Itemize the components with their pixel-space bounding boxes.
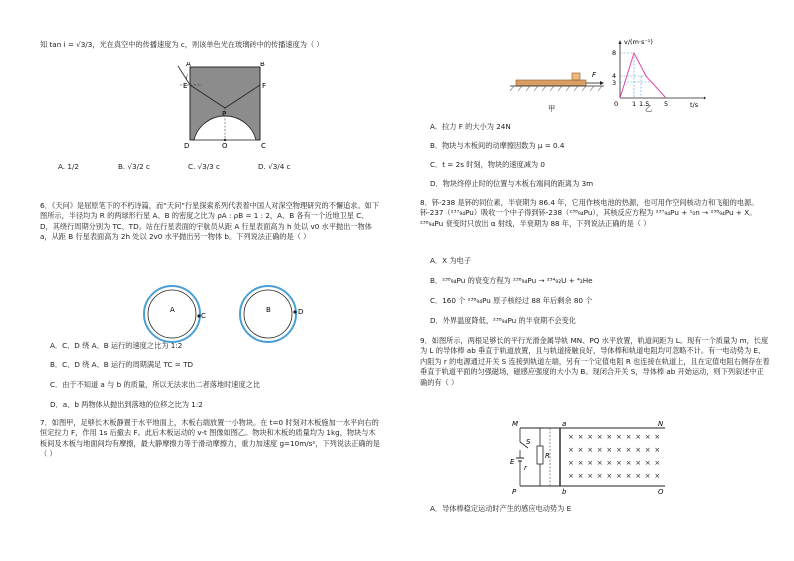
field-cross: × — [577, 433, 584, 441]
field-cross: × — [654, 446, 661, 454]
label-O: O — [222, 142, 228, 150]
q8-option-a[interactable]: A．X 为电子 — [430, 256, 471, 265]
field-cross: × — [616, 459, 622, 467]
label-b: b — [562, 488, 567, 494]
glass-prism-figure — [172, 62, 276, 150]
label-Q: Q — [658, 488, 664, 494]
board-velocity-line — [620, 53, 666, 98]
q8-option-c[interactable]: C．160 个 ²³⁸₉₄Pu 原子核经过 88 年后剩余 80 个 — [430, 296, 593, 305]
field-cross: × — [625, 459, 632, 467]
field-cross: × — [596, 446, 603, 454]
q9-question-text: 9．如图所示，两根足够长的平行光滑金属导轨 MN、PQ 水平放置，轨道间距为 L。现有一个质量为 m，长度为 L 的导体棒 ab 垂直于轨道放置，且与轨道接触良好，导体棒和轨道电阻均可忽略不计。有一电动势为 E、内阻为 r 的电源通过开关 S 连接到轨道左端，另有一个定值电阻 R 也连接在轨道上，且在定值电阻右侧存在着垂直于轨道平面的匀强磁场，磁感应强度的大小为 B。现闭合开关 S，导体棒 ab 开始运动，则下列叙述中正确的有（ ） — [420, 336, 770, 387]
ytick-8: 8 — [612, 49, 617, 57]
field-cross: × — [616, 433, 622, 441]
field-cross: × — [635, 446, 642, 454]
q6-option-b[interactable]: B．C、D 绕 A、B 运行的周期满足 TC = TD — [50, 360, 194, 369]
q6-option-d[interactable]: D．a、b 两物体从抛出到落地的位移之比为 1:2 — [50, 400, 203, 409]
label-C: C — [261, 142, 266, 150]
q5-option-d[interactable]: D. √3/4 c — [258, 162, 291, 171]
field-cross: × — [577, 472, 584, 480]
label-F: F — [262, 82, 267, 90]
field-cross: × — [644, 433, 651, 441]
figure-jia-caption: 甲 — [548, 104, 556, 113]
field-cross: × — [644, 472, 651, 480]
q7-option-b[interactable]: B．物块与木板间的动摩擦因数为 μ = 0.4 — [430, 141, 565, 150]
q8-option-d[interactable]: D．外界温度降低，²³⁸₉₄Pu 的半衰期不会变化 — [430, 316, 576, 325]
board-on-ground-figure — [510, 64, 604, 106]
planet-B-label: B — [266, 306, 271, 314]
q5-option-c[interactable]: C. √3/3 c — [188, 162, 220, 171]
force-F-label: F — [592, 71, 597, 79]
field-cross: × — [625, 472, 632, 480]
board — [516, 80, 586, 86]
label-i: i — [186, 74, 188, 81]
block — [572, 73, 580, 80]
q9-option-a[interactable]: A．导体棒稳定运动时产生的感应电动势为 E — [430, 504, 572, 513]
figure-yi-caption: 乙 — [645, 104, 653, 113]
magnetic-field-crosses — [568, 433, 660, 480]
label-E: E — [183, 82, 188, 90]
field-cross: × — [587, 446, 594, 454]
satellite-D-label: D — [298, 308, 304, 316]
field-cross: × — [625, 433, 632, 441]
field-cross: × — [577, 459, 584, 467]
label-A: A — [186, 62, 191, 68]
resistor-R — [537, 446, 543, 464]
q5-option-a[interactable]: A. 1/2 — [58, 162, 79, 171]
xtick-1-5: 1.5 — [639, 100, 650, 108]
label-S: S — [526, 438, 531, 446]
label-R: R — [545, 452, 550, 460]
q6-question-text: 6．《天问》是屈原笔下的不朽诗篇，而“天问”行星探索系列代表着中国人对深空物理研究的不懈追求。如下图所示，半径均为 R 的两球形行星 A、B 的密度之比为 ρA : ρB = 1 : 2，A、B 各有一个近地卫星 C、D，其绕行周期分别为 TC、TD。站在行星表面的宇航员从距 A 行星表面高为 h 处以 v0 水平抛出一物体 a，从距 B 行星表面高为 2h 处以 2v0 水平抛出另一物体 b。下列说法正确的是（ ） — [40, 201, 380, 242]
field-cross: × — [654, 472, 661, 480]
xtick-0: 0 — [614, 100, 619, 108]
q7-option-a[interactable]: A．拉力 F 的大小为 24N — [430, 122, 511, 131]
label-P: P — [512, 488, 517, 494]
circuit-figure — [510, 418, 670, 494]
q6-option-a[interactable]: A．C、D 绕 A、B 运行的速度之比为 1:2 — [50, 341, 183, 350]
ytick-4: 4 — [612, 72, 617, 80]
label-M: M — [512, 420, 519, 428]
field-cross: × — [616, 446, 622, 454]
field-cross: × — [606, 459, 613, 467]
q7-question-text: 7．如图甲，足够长木板静置于水平地面上，木板右端放置一小物块。在 t=0 时刻对木板施加一水平向右的恒定拉力 F，作用 1s 后撤去 F。此后木板运动的 v-t 图像如图乙。物块和木板的质量均为 1kg，物块与木板间及木板与地面间均有摩擦，最大静摩擦力等于滑动摩擦力，重力加速度 g=10m/s²，下列说法正确的是（ ） — [40, 418, 380, 459]
field-cross: × — [635, 472, 642, 480]
label-D: D — [184, 142, 190, 150]
planet-A-label: A — [170, 306, 175, 314]
q7-option-c[interactable]: C．t = 2s 时刻，物块的速度减为 0 — [430, 160, 545, 169]
field-cross: × — [587, 433, 594, 441]
t-axis-label: t/s — [690, 101, 699, 108]
q6-option-c[interactable]: C．由于不知道 a 与 b 的质量，所以无法求出二者落地时速度之比 — [50, 380, 261, 389]
label-a: a — [562, 420, 567, 428]
label-P: P — [222, 110, 227, 118]
field-cross: × — [577, 446, 584, 454]
field-cross: × — [635, 459, 642, 467]
q7-option-d[interactable]: D．物块终停止时的位置与木板右端间的距离为 3m — [430, 179, 594, 188]
field-cross: × — [568, 433, 574, 441]
field-cross: × — [587, 472, 594, 480]
field-cross: × — [606, 472, 613, 480]
label-N: N — [658, 420, 664, 428]
q8-question-text: 8．钚-238 是钚的同位素，半衰期为 86.4 年，它用作核电池的热源，也可用作空间核动力和飞船的电源。钚-237（²³⁷₉₄Pu）吸收一个中子得到钚-238（²³⁸₉₄Pu），其核反应方程为 ²³⁷₉₄Pu + ¹₀n → ²³⁸₉₄Pu + X。²³⁸₉₄Pu 衰变时只放出 α 射线，半衰期为 88 年，下列说法正确的是（ ） — [420, 198, 759, 228]
field-cross: × — [654, 433, 661, 441]
field-cross: × — [616, 472, 622, 480]
field-cross: × — [654, 459, 661, 467]
v-axis-label: v/(m·s⁻¹) — [624, 38, 653, 46]
q8-option-b[interactable]: B．²³⁸₉₄Pu 的衰变方程为 ²³⁸₉₄Pu → ²³⁴₉₂U + ⁴₂He — [430, 276, 593, 285]
field-cross: × — [587, 459, 594, 467]
xtick-1: 1 — [632, 100, 637, 108]
field-cross: × — [568, 472, 574, 480]
q5-intro-line: 知 tan i = √3/3，光在真空中的传播速度为 c，则该单色光在玻璃砖中的传播速度为（ ） — [40, 40, 324, 49]
field-cross: × — [606, 446, 613, 454]
q5-option-b[interactable]: B. √3/2 c — [118, 162, 150, 171]
ytick-3: 3 — [612, 79, 617, 87]
field-cross: × — [596, 433, 603, 441]
field-cross: × — [625, 446, 632, 454]
satellite-C-label: C — [201, 312, 206, 320]
field-cross: × — [568, 459, 574, 467]
field-cross: × — [606, 433, 613, 441]
planets-figure — [140, 284, 310, 346]
field-cross: × — [568, 446, 574, 454]
field-cross: × — [644, 459, 651, 467]
field-cross: × — [644, 446, 651, 454]
v-t-graph — [606, 36, 706, 108]
field-cross: × — [596, 472, 603, 480]
label-B: B — [260, 62, 265, 68]
field-cross: × — [596, 459, 603, 467]
label-r: r — [524, 464, 527, 472]
field-cross: × — [635, 433, 642, 441]
xtick-5: 5 — [664, 100, 669, 108]
label-E: E — [510, 458, 515, 466]
